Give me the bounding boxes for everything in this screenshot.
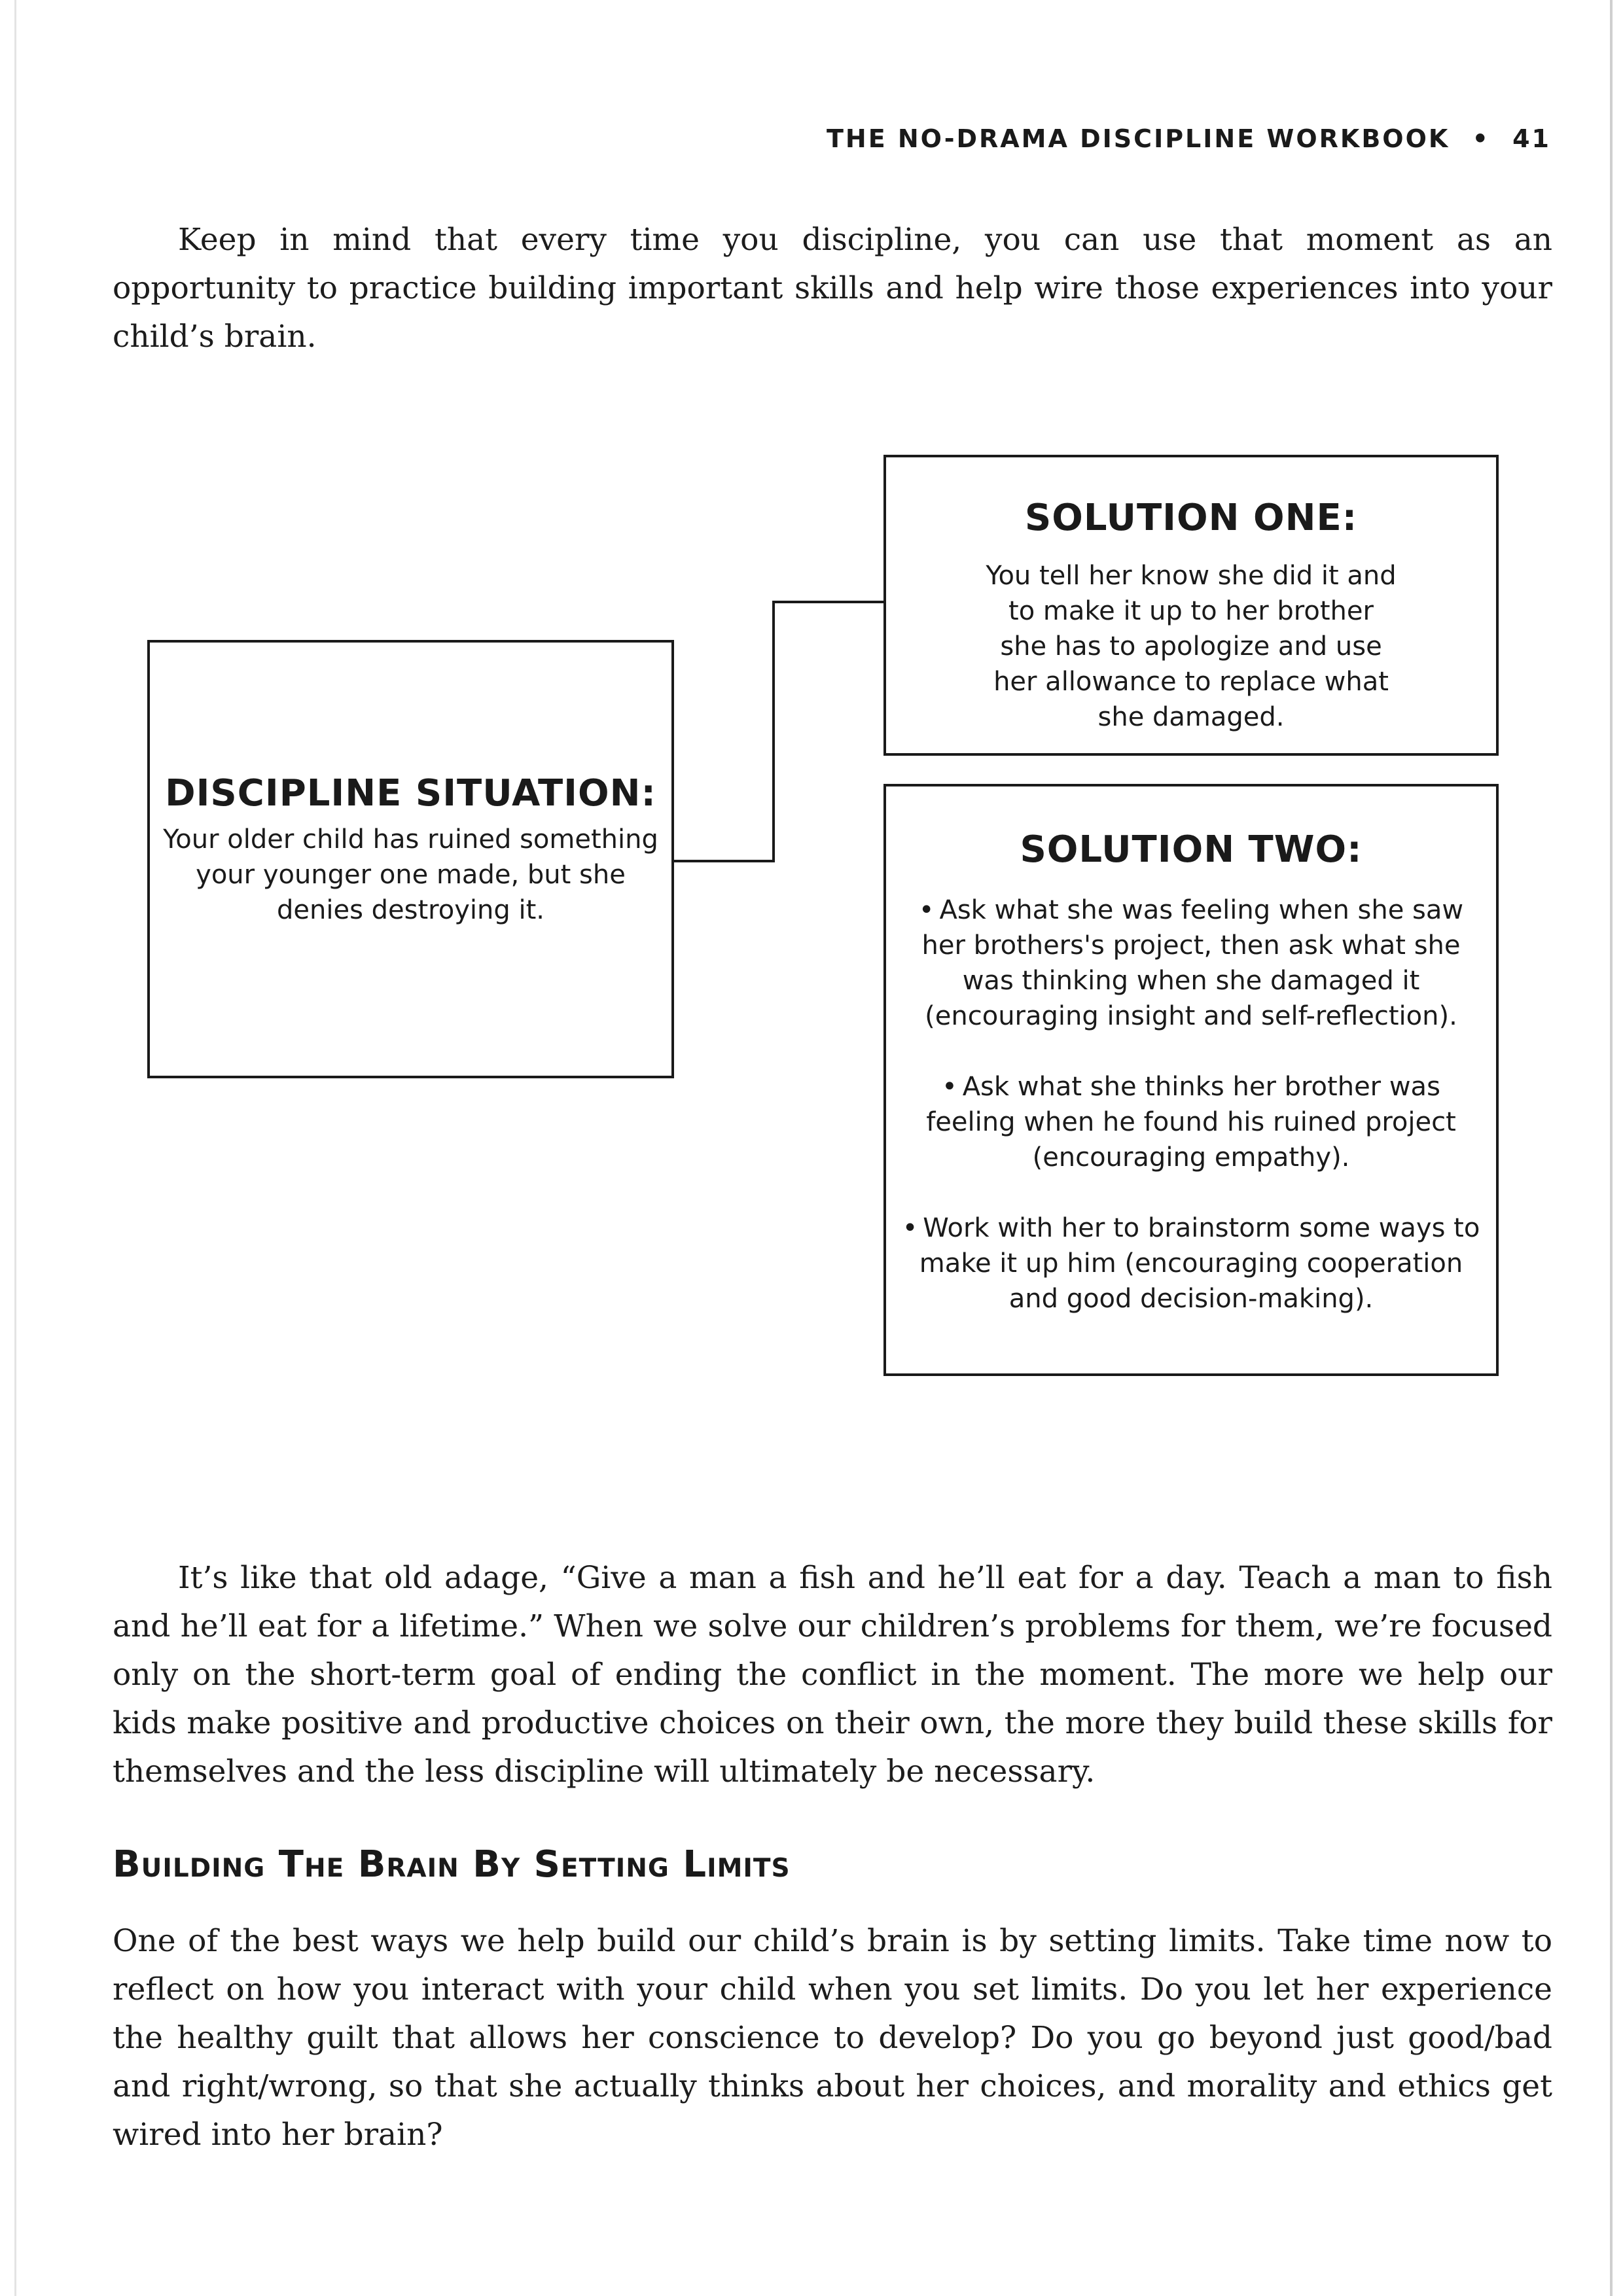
header-separator: •	[1472, 124, 1490, 153]
intro-paragraph: Keep in mind that every time you discipline, you can use that moment as an opportunity to practice building important skills and help wire those experiences into your child’s brain.	[113, 222, 1552, 355]
situation-text: Your older child has ruined something your younger one made, but she denies destroying it.	[163, 824, 658, 925]
solution-two-box	[883, 784, 1499, 1376]
situation-title: DISCIPLINE SITUATION:	[165, 772, 656, 815]
bullet-dot: •	[918, 895, 935, 925]
solution-one-title: SOLUTION ONE:	[1024, 497, 1358, 539]
running-title: THE NO-DRAMA DISCIPLINE WORKBOOK	[826, 124, 1450, 153]
bullet-text: Ask what she thinks her brother was feeling when he found his ruined project (encouraging empathy).	[926, 1072, 1456, 1173]
connector-line	[674, 602, 883, 861]
solution-two-bullet	[899, 1210, 1483, 1316]
solution-one-box	[883, 455, 1499, 756]
solution-two-title: SOLUTION TWO:	[1020, 828, 1363, 871]
bullet-text: Work with her to brainstorm some ways to make it up him (encouraging cooperation and good decision-making).	[919, 1213, 1480, 1314]
adage-paragraph: It’s like that old adage, “Give a man a fish and he’ll eat for a day. Teach a man to fish and he’ll eat for a lifetime.” When we solve our children’s problems for them, we’re focused only on the short-term goal of ending the conflict in the moment. The more we help our kids make positive and productive choices on their own, the more they build these skills for themselves and the less discipline will ultimately be necessary.	[113, 1560, 1552, 1790]
page-edge-shadow	[14, 0, 16, 2296]
page-edge-shadow-right	[1610, 0, 1613, 2296]
bullet-text: Ask what she was feeling when she saw her brothers's project, then ask what she was thinking when she damaged it (encouraging insight and self-reflection).	[921, 895, 1464, 1031]
solution-one-text: You tell her know she did it and to make it up to her brother she has to apologize and use her allowance to replace what she damaged.	[986, 561, 1397, 732]
discipline-situation-box	[147, 640, 674, 1078]
section-heading: Building The Brain By Setting Limits	[113, 1843, 791, 1886]
page-number: 41	[1512, 124, 1551, 153]
running-header	[785, 124, 1551, 153]
bullet-dot: •	[902, 1213, 918, 1243]
solution-two-bullet	[899, 1069, 1483, 1175]
solution-two-bullet	[899, 892, 1483, 1034]
limits-paragraph: One of the best ways we help build our child’s brain is by setting limits. Take time now to reflect on how you interact with your child when you set limits. Do you let her experience the healthy guilt that allows her conscience to develop? Do you go beyond just good/bad and right/wrong, so that she actually thinks about her choices, and morality and ethics get wired into her brain?	[113, 1923, 1552, 2153]
bullet-dot: •	[942, 1072, 957, 1102]
